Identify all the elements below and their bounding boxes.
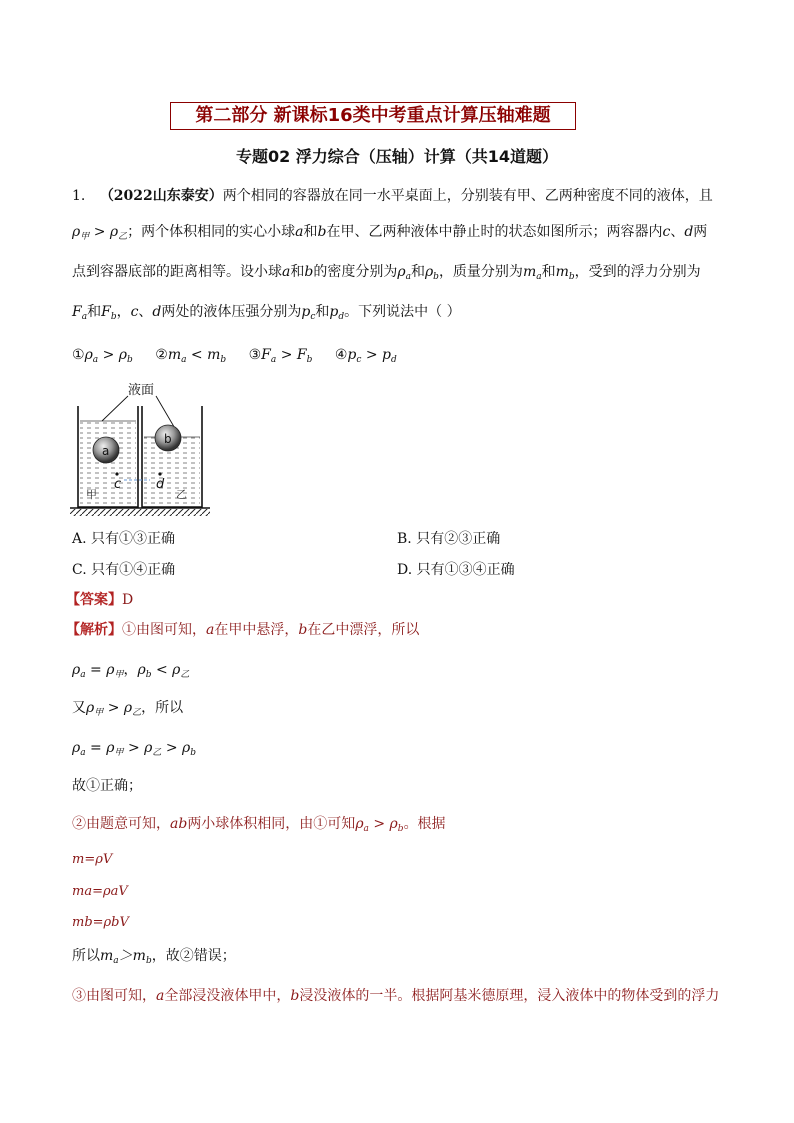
answer-label: 【答案】 <box>66 592 122 608</box>
analysis-formula-1: $\rho_a = \rho_甲$，$\rho_b < \rho_乙$ <box>72 662 190 680</box>
question-line-3: 点到容器底部的距离相等。设小球a和b的密度分别为$\rho_a$和$\rho_b$，质量分别为$m_a$和$m_b$，受到的浮力分别为 <box>72 264 701 282</box>
formula-ma: ma=ρaV <box>72 884 128 899</box>
analysis-line-4: ③由图可知，a全部浸没液体甲中，b浸没液体的一半。根据阿基米德原理，浸入液体中的物体受到的浮力 <box>72 988 720 1004</box>
question-line-1: 1. （2022山东泰安）两个相同的容器放在同一水平桌面上，分别装有甲、乙两种密度不同的液体，且 <box>72 188 713 204</box>
option-d[interactable]: D. 只有①③④正确 <box>397 562 515 578</box>
answer-value: D <box>122 592 134 608</box>
option-c[interactable]: C. 只有①④正确 <box>72 562 176 578</box>
label-liquid-surface: 液面 <box>128 383 155 398</box>
liquid-jia-label: 甲 <box>86 488 97 501</box>
option-a[interactable]: A. 只有①③正确 <box>72 531 176 547</box>
analysis-conclusion-2: 所以$m_a>m_b$，故②错误； <box>72 948 236 966</box>
analysis-line-1: 【解析】①由图可知，a在甲中悬浮，b在乙中漂浮，所以 <box>66 622 420 638</box>
analysis-line-3: ②由题意可知，ab两小球体积相同，由①可知$\rho_a > \rho_b$。根据 <box>72 816 446 834</box>
question-line-2: $\rho_甲 > \rho_乙$；两个体积相同的实心小球a和b在甲、乙两种液体中静止时的状态如图所示；两容器内c、d两 <box>72 224 708 242</box>
question-source: （2022山东泰安） <box>99 188 223 204</box>
buoyancy-figure <box>70 376 215 521</box>
formula-mb: mb=ρbV <box>72 915 129 930</box>
analysis-correct-1: 故①正确； <box>72 778 142 794</box>
analysis-line-2: 又$\rho_甲 > \rho_乙$，所以 <box>72 700 184 718</box>
section-subtitle: 专题02 浮力综合（压轴）计算（共14道题） <box>235 147 559 166</box>
answer-line <box>66 590 134 610</box>
ball-a-label: a <box>102 444 110 458</box>
page-title: 第二部分 新课标16类中考重点计算压轴难题 <box>170 102 576 130</box>
point-c-label: c <box>114 477 122 492</box>
option-b[interactable]: B. 只有②③正确 <box>397 531 501 547</box>
ball-b-label: b <box>164 432 172 446</box>
statements-line: $①\rho_a > \rho_b$ $②m_a < m_b$ $③F_a > F_b$ $④p_c > p_d$ <box>72 347 397 365</box>
point-c-dot <box>115 472 118 475</box>
point-d-label: d <box>156 477 165 492</box>
point-d-dot <box>158 472 161 475</box>
analysis-formula-2: $\rho_a = \rho_甲 > \rho_乙 > \rho_b$ <box>72 740 197 758</box>
liquid-yi-label: 乙 <box>176 488 187 501</box>
question-line-4: $F_a$和$F_b$，c、d两处的液体压强分别为$p_c$和$p_d$。下列说法中（ ） <box>72 304 461 322</box>
formula-m-rho-v: m=ρV <box>72 852 113 867</box>
